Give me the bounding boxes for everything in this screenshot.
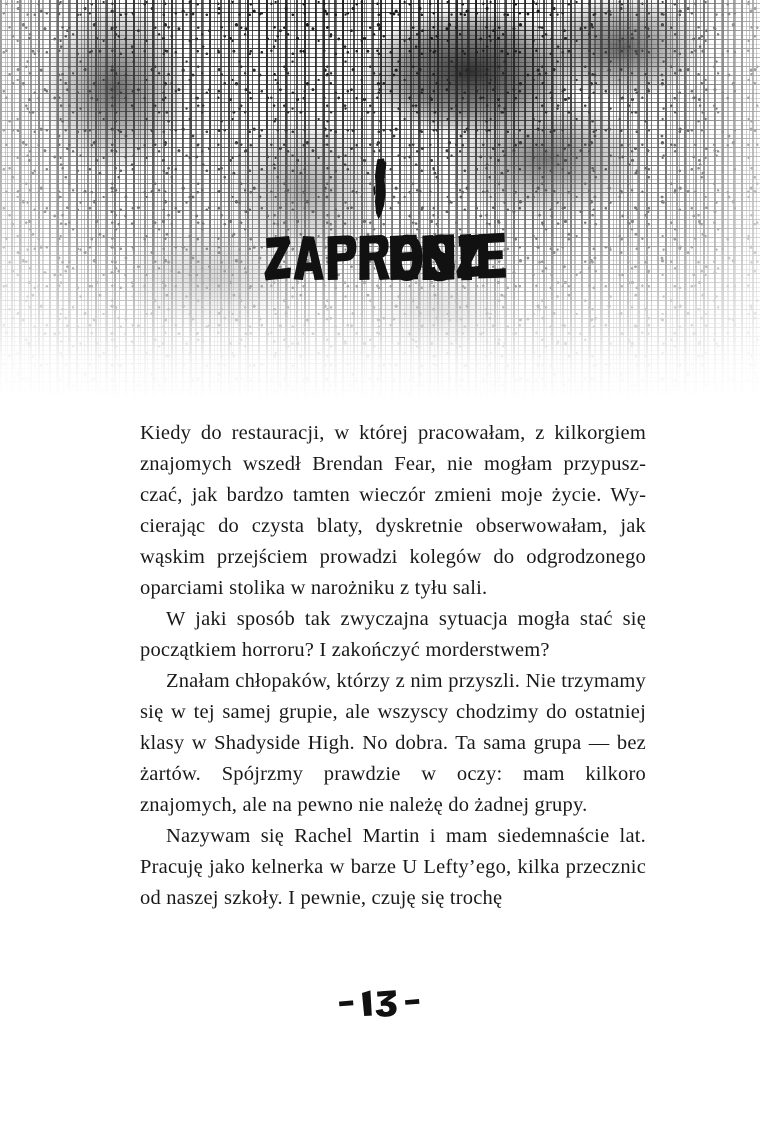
- chapter-number: [0, 158, 760, 225]
- paragraph: Nazywam się Rachel Martin i mam siedemnaście lat. Pracuję jako kelnerka w barze U Lefty’ego, kilka przecznic od naszej szkoły. I pewnie, czuję się trochę: [140, 825, 646, 909]
- chapter-title-tail: [0, 232, 760, 291]
- paragraph: Kiedy do restauracji, w której pracowałam, z kilkorgiem znajomych wszedł Brendan Fear, nie mogłam przypuszczać, jak bardzo tamten wieczór zmieni moje życie. Wycierając do czysta blaty, dyskretnie obserwowałam, jak wąskim przejściem prowadzi kolegów do odgrodzonego oparciami stolika w narożniku z tyłu sali.: [140, 422, 646, 599]
- chapter-number-glyph: [365, 158, 395, 220]
- page-number-glyphs: [337, 988, 423, 1018]
- body-text: [140, 418, 646, 914]
- paragraph: Znałam chłopaków, którzy z nim przyszli. Nie trzymamy się w tej samej grupie, ale wszyscy chodzimy do ostatniej klasy w Shadyside High. No dobra. Ta sama grupa — bez żartów. Spójrzmy prawdzie w oczy: mam kilkoro znajomych, ale na pewno nie należę do żadnej grupy.: [140, 670, 646, 816]
- chapter-title-tail-glyphs: [388, 232, 620, 286]
- paragraph: W jaki sposób tak zwyczajna sytuacja mogła stać się początkiem horroru? I zakończyć morderstwem?: [140, 608, 646, 661]
- page-number: [0, 988, 760, 1023]
